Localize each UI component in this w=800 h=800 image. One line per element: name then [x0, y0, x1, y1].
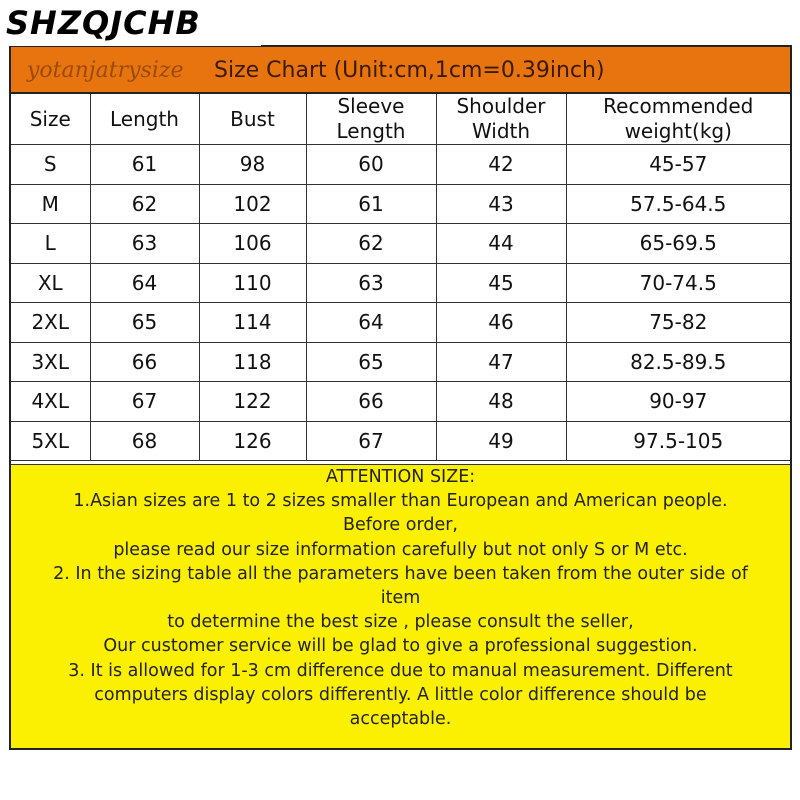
- cell-length: 63: [90, 224, 199, 264]
- cell-shoulder-width: 47: [436, 342, 566, 382]
- cell-length: 66: [90, 342, 199, 382]
- table-row: [11, 342, 790, 382]
- cell-bust: 110: [199, 263, 306, 303]
- cell-length: 61: [90, 145, 199, 185]
- cell-shoulder-width: 49: [436, 421, 566, 461]
- cell-bust: 118: [199, 342, 306, 382]
- cell-size: 5XL: [11, 421, 90, 461]
- table-row: [11, 382, 790, 422]
- notice-line: 3. It is allowed for 1-3 cm difference due to manual measurement. Different: [68, 660, 733, 681]
- column-header-bust: [199, 94, 306, 145]
- cell-size: M: [11, 184, 90, 224]
- cell-bust: 98: [199, 145, 306, 185]
- table-header-row: [11, 94, 790, 145]
- size-chart: [9, 45, 792, 750]
- table-body: [11, 145, 790, 461]
- cell-recommended-weight: 70-74.5: [566, 263, 790, 303]
- size-table: [11, 94, 790, 461]
- cell-sleeve-length: 65: [306, 342, 436, 382]
- attention-notice: [11, 464, 790, 748]
- cell-recommended-weight: 45-57: [566, 145, 790, 185]
- column-header-shoulder-width: [436, 94, 566, 145]
- column-header-line: Length: [110, 106, 179, 131]
- column-header-size: [11, 94, 90, 145]
- chart-title: Size Chart (Unit:cm,1cm=0.39inch): [214, 58, 605, 83]
- notice-line: please read our size information carefully but not only S or M etc.: [113, 539, 688, 560]
- cell-shoulder-width: 48: [436, 382, 566, 422]
- cell-recommended-weight: 75-82: [566, 303, 790, 343]
- column-header-recommended-weight: [566, 94, 790, 145]
- cell-shoulder-width: 42: [436, 145, 566, 185]
- column-header-line: Recommended: [603, 94, 754, 118]
- cell-bust: 102: [199, 184, 306, 224]
- column-header-length: [90, 94, 199, 145]
- notice-line: Our customer service will be glad to give a professional suggestion.: [103, 636, 698, 657]
- cell-length: 62: [90, 184, 199, 224]
- table-row: [11, 184, 790, 224]
- cell-shoulder-width: 44: [436, 224, 566, 264]
- cell-sleeve-length: 67: [306, 421, 436, 461]
- cell-size: 3XL: [11, 342, 90, 382]
- notice-line: to determine the best size , please consult the seller,: [167, 612, 634, 633]
- column-header-line: Sleeve: [337, 94, 405, 118]
- notice-line: 1.Asian sizes are 1 to 2 sizes smaller than European and American people.: [73, 491, 728, 512]
- cell-size: XL: [11, 263, 90, 303]
- cell-shoulder-width: 46: [436, 303, 566, 343]
- column-header-sleeve-length: [306, 94, 436, 145]
- cell-size: L: [11, 224, 90, 264]
- cell-size: 4XL: [11, 382, 90, 422]
- cell-sleeve-length: 63: [306, 263, 436, 303]
- title-watermark: yotanjatrysize: [27, 58, 184, 83]
- column-header-line: Width: [471, 119, 531, 143]
- cell-recommended-weight: 57.5-64.5: [566, 184, 790, 224]
- cell-bust: 126: [199, 421, 306, 461]
- cell-recommended-weight: 97.5-105: [566, 421, 790, 461]
- table-row: [11, 145, 790, 185]
- cell-sleeve-length: 66: [306, 382, 436, 422]
- cell-length: 64: [90, 263, 199, 303]
- notice-heading: ATTENTION SIZE:: [325, 467, 476, 487]
- brand-logo: SHZQJCHB: [0, 0, 261, 46]
- cell-size: S: [11, 145, 90, 185]
- table-row: [11, 303, 790, 343]
- table-row: [11, 224, 790, 264]
- notice-line: Before order,: [342, 515, 458, 536]
- bottom-margin: [0, 752, 800, 800]
- column-header-line: Size: [29, 106, 71, 131]
- cell-shoulder-width: 45: [436, 263, 566, 303]
- chart-title-bar: [11, 47, 790, 94]
- cell-bust: 122: [199, 382, 306, 422]
- notice-line: item: [380, 588, 421, 609]
- cell-size: 2XL: [11, 303, 90, 343]
- table-row: [11, 421, 790, 461]
- cell-sleeve-length: 61: [306, 184, 436, 224]
- notice-line: computers display colors differently. A little color difference should be: [94, 684, 707, 705]
- cell-recommended-weight: 90-97: [566, 382, 790, 422]
- table-row: [11, 263, 790, 303]
- cell-recommended-weight: 82.5-89.5: [566, 342, 790, 382]
- cell-bust: 114: [199, 303, 306, 343]
- column-header-line: Bust: [230, 106, 275, 131]
- cell-sleeve-length: 60: [306, 145, 436, 185]
- cell-shoulder-width: 43: [436, 184, 566, 224]
- cell-length: 67: [90, 382, 199, 422]
- column-header-line: Length: [336, 119, 406, 143]
- cell-length: 65: [90, 303, 199, 343]
- cell-sleeve-length: 64: [306, 303, 436, 343]
- cell-sleeve-length: 62: [306, 224, 436, 264]
- cell-length: 68: [90, 421, 199, 461]
- cell-bust: 106: [199, 224, 306, 264]
- notice-line: 2. In the sizing table all the parameters have been taken from the outer side of: [53, 563, 748, 584]
- notice-line: acceptable.: [349, 709, 452, 730]
- cell-recommended-weight: 65-69.5: [566, 224, 790, 264]
- column-header-line: weight(kg): [624, 119, 732, 143]
- column-header-line: Shoulder: [456, 94, 546, 118]
